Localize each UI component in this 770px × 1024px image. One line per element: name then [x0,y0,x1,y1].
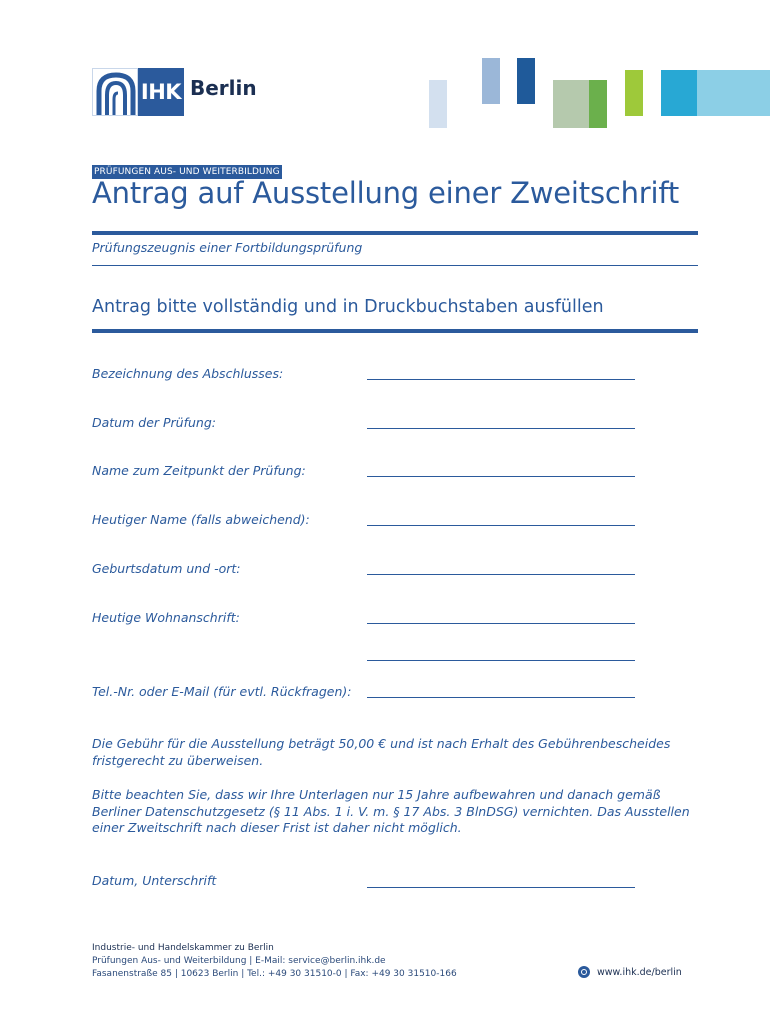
logo-ihk-text: IHK [138,68,184,116]
page-title: Antrag auf Ausstellung einer Zweitschrift [92,176,680,210]
decor-bar [697,70,770,116]
signature-label: Datum, Unterschrift [92,873,217,888]
field-input-name-at-exam[interactable] [367,476,635,477]
decor-bar [482,58,500,104]
title-divider [92,231,698,235]
instruction-divider [92,329,698,333]
field-label-address: Heutige Wohnanschrift: [92,610,240,625]
footer-web-link[interactable]: www.ihk.de/berlin [597,966,682,978]
footer [92,942,457,981]
field-input-exam-date[interactable] [367,428,635,429]
field-label-current-name: Heutiger Name (falls abweichend): [92,512,310,527]
ihk-berlin-logo [92,68,257,116]
category-label: PRÜFUNGEN AUS- UND WEITERBILDUNG [94,167,280,177]
decor-bar [429,80,447,128]
subtitle-divider [92,265,698,266]
decor-bar [553,80,589,128]
field-label-contact: Tel.-Nr. oder E-Mail (für evtl. Rückfragen): [92,684,352,699]
logo-city-text: Berlin [184,68,254,116]
field-input-birth[interactable] [367,574,635,575]
field-label-exam-date: Datum der Prüfung: [92,415,216,430]
fee-note: Die Gebühr für die Ausstellung beträgt 50,00 € und ist nach Erhalt des Gebührenbescheides fristgerecht zu überweisen. [92,736,671,768]
retention-note: Bitte beachten Sie, dass wir Ihre Unterlagen nur 15 Jahre aufbewahren und danach gemäß Berliner Datenschutzgesetz (§ 11 Abs. 1 i. V. m. § 17 Abs. 3 BlnDSG) vernichten. Das Ausstellen einer Zweitschrift nach dieser Frist ist daher nicht möglich. [92,787,690,835]
decor-bar [661,70,697,116]
field-label-degree: Bezeichnung des Abschlusses: [92,366,284,381]
field-input-address-line-2[interactable] [367,660,635,661]
footer-department: Prüfungen Aus- und Weiterbildung | E-Mail: service@berlin.ihk.de [92,956,386,966]
decor-bar [625,70,643,116]
field-input-current-name[interactable] [367,525,635,526]
decor-bar [517,58,535,104]
decor-bar [589,80,607,128]
field-label-name-at-exam: Name zum Zeitpunkt der Prüfung: [92,463,306,478]
instruction-heading: Antrag bitte vollständig und in Druckbuchstaben ausfüllen [92,297,604,317]
field-input-address[interactable] [367,623,635,624]
signature-line[interactable] [367,887,635,888]
field-input-degree[interactable] [367,379,635,380]
field-label-birth: Geburtsdatum und -ort: [92,561,241,576]
footer-org: Industrie- und Handelskammer zu Berlin [92,943,274,953]
footer-web[interactable] [578,966,682,978]
globe-icon [578,966,590,978]
page-subtitle: Prüfungszeugnis einer Fortbildungsprüfung [92,240,363,255]
footer-address: Fasanenstraße 85 | 10623 Berlin | Tel.: +49 30 31510-0 | Fax: +49 30 31510-166 [92,969,457,979]
brandenburg-gate-icon [92,68,138,116]
field-input-contact[interactable] [367,697,635,698]
